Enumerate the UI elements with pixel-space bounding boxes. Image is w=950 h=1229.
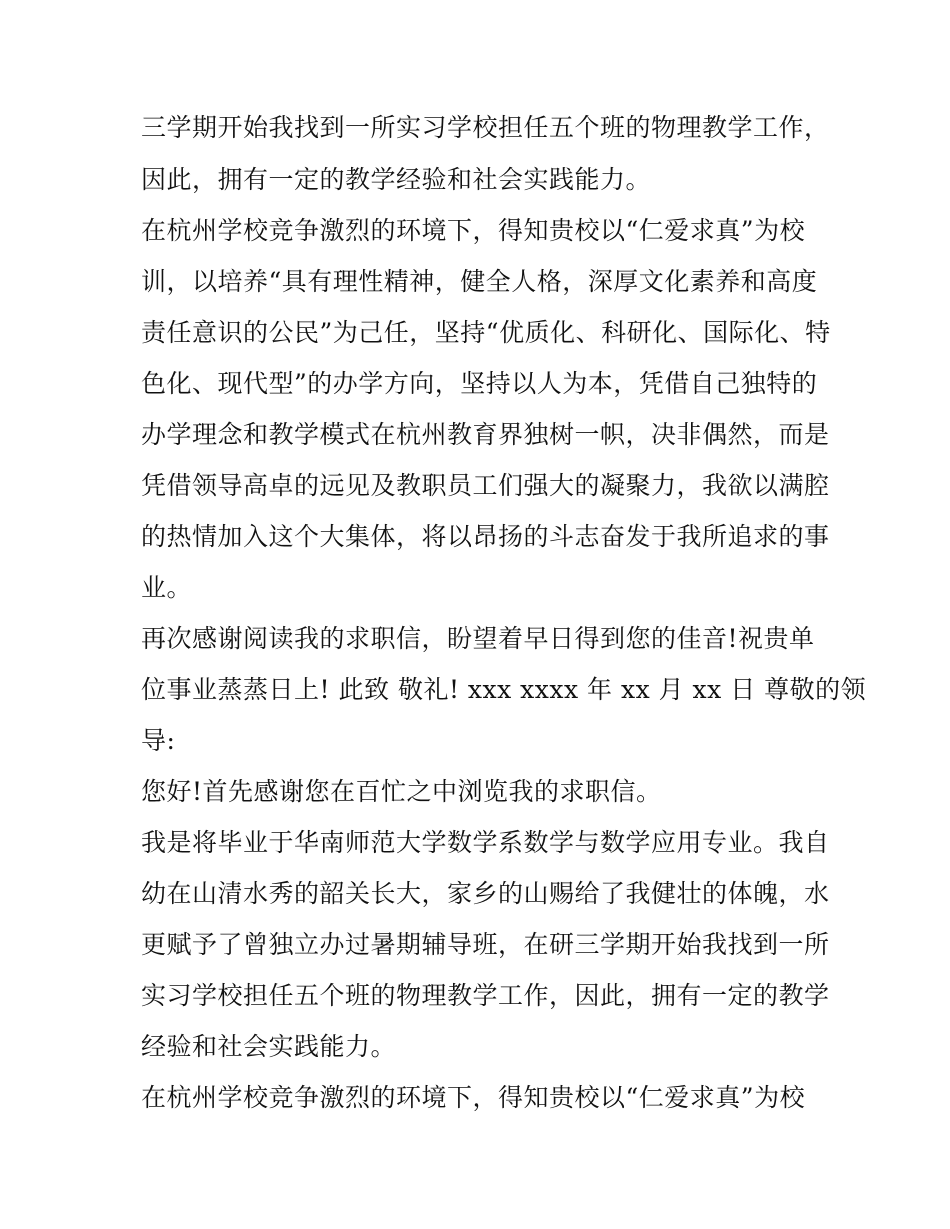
text-line: 经验和社会实践能力。 <box>141 1032 397 1061</box>
text-line: 您好!首先感谢您在百忙之中浏览我的求职信。 <box>141 777 662 806</box>
text-line: 色化、现代型”的办学方向，坚持以人为本，凭借自己独特的 <box>141 369 818 398</box>
text-line: 因此，拥有一定的教学经验和社会实践能力。 <box>141 165 652 194</box>
text-line: 更赋予了曾独立办过暑期辅导班，在研三学期开始我找到一所 <box>141 930 830 959</box>
text-line: 凭借领导高卓的远见及教职员工们强大的凝聚力，我欲以满腔 <box>141 471 830 500</box>
text-line: 三学期开始我找到一所实习学校担任五个班的物理教学工作， <box>141 113 830 142</box>
text-line: 位事业蒸蒸日上! 此致 敬礼! xxx xxxx 年 xx 月 xx 日 尊敬的领 <box>141 675 867 704</box>
text-line: 训，以培养“具有理性精神，健全人格，深厚文化素养和高度 <box>141 267 818 296</box>
text-line: 幼在山清水秀的韶关长大，家乡的山赐给了我健壮的体魄，水 <box>141 879 830 908</box>
text-line: 责任意识的公民”为己任，坚持“优质化、科研化、国际化、特 <box>141 318 831 347</box>
text-line: 再次感谢阅读我的求职信，盼望着早日得到您的佳音!祝贵单 <box>141 624 815 653</box>
text-line: 实习学校担任五个班的物理教学工作，因此，拥有一定的教学 <box>141 981 830 1010</box>
text-line: 在杭州学校竞争激烈的环境下，得知贵校以“仁爱求真”为校 <box>141 1083 806 1112</box>
text-line: 我是将毕业于华南师范大学数学系数学与数学应用专业。我自 <box>141 828 830 857</box>
text-line: 业。 <box>141 573 193 602</box>
text-line: 导: <box>141 726 176 755</box>
text-line: 办学理念和教学模式在杭州教育界独树一帜，决非偶然，而是 <box>141 420 830 449</box>
text-line: 在杭州学校竞争激烈的环境下，得知贵校以“仁爱求真”为校 <box>141 216 806 245</box>
text-line: 的热情加入这个大集体，将以昂扬的斗志奋发于我所追求的事 <box>141 522 830 551</box>
